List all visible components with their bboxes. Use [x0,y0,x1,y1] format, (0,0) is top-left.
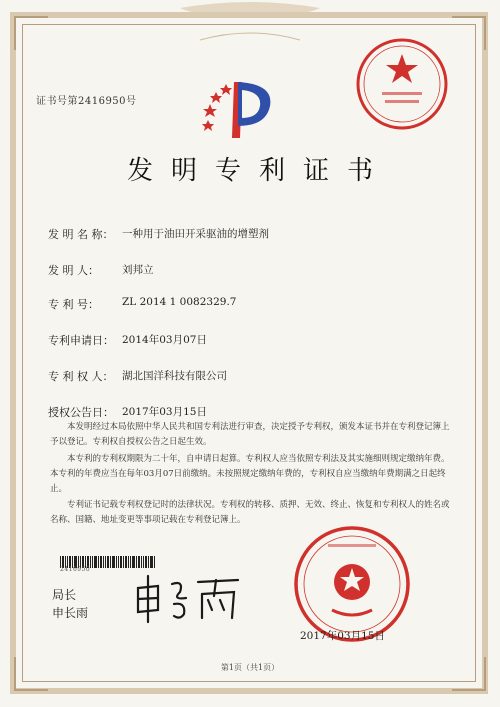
field-value-patentee: 湖北国洋科技有限公司 [122,370,227,382]
page-footer: 第1页（共1页） [220,663,280,672]
certificate-number: 证书号第2416950号 [36,96,137,107]
corner-ornament [14,16,48,50]
field-label-grant-date: 授权公告日： [48,406,114,419]
field-value-invention-name: 一种用于油田开采驱油的增塑剂 [122,228,269,240]
handwritten-signature [128,570,248,625]
field-value-grant-date: 2017年03月15日 [122,406,207,418]
signer-title: 局长 [52,588,77,602]
red-seal-stamp [352,34,452,134]
field-value-inventor: 刘邦立 [122,264,154,276]
field-label-patent-number: 专 利 号： [48,298,99,311]
barcode-number: 2416950 [60,566,91,573]
field-label-invention-name: 发 明 名 称： [48,228,114,241]
official-seal-stamp [292,524,412,644]
field-label-inventor: 发 明 人： [48,264,99,277]
body-paragraph: 专利证书记载专利权登记时的法律状况。专利权的转移、质押、无效、终止、恢复和专利权人的姓名或名称、国籍、地址变更等事项记载在专利登记簿上。 [50,500,450,525]
field-label-application-date: 专利申请日： [48,334,114,347]
field-label-patentee: 专 利 权 人： [48,370,114,383]
field-value-patent-number: ZL 2014 1 0082329.7 [122,296,237,308]
corner-ornament [452,16,486,50]
body-paragraph: 本专利的专利权期限为二十年，自申请日起算。专利权人应当依照专利法及其实施细则规定缴纳年费。本专利的年费应当在每年03月07日前缴纳。未按照规定缴纳年费的，专利权自应当缴纳年费期满之日起终止。 [50,454,450,494]
seal-date: 2017年03月15日 [300,630,385,642]
certificate-title: 发明专利证书 [126,156,391,186]
field-value-application-date: 2014年03月07日 [122,334,207,346]
signer-name: 申长雨 [52,606,89,620]
body-paragraph: 本发明经过本局依照中华人民共和国专利法进行审查，决定授予专利权，颁发本证书并在专利登记簿上予以登记。专利权自授权公告之日起生效。 [50,422,450,447]
patent-office-logo [196,70,276,140]
